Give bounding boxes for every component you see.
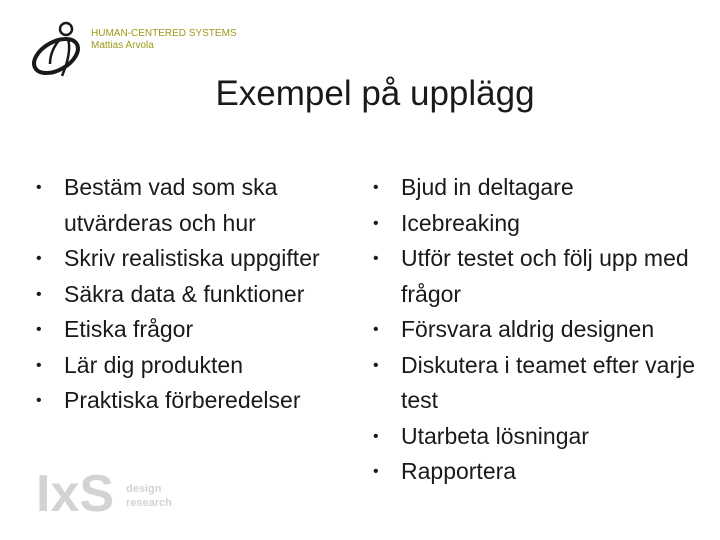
bullet-text: Diskutera i teamet efter varje test bbox=[401, 351, 696, 413]
bullet-text: Försvara aldrig designen bbox=[401, 316, 655, 342]
header-text bbox=[91, 28, 237, 52]
bullet-glyph: • bbox=[36, 321, 42, 338]
bullet-text: Etiska frågor bbox=[64, 316, 194, 342]
right-bullet-list bbox=[367, 170, 712, 490]
ixs-logo-sub2: research bbox=[126, 497, 172, 509]
bullet-item bbox=[367, 454, 712, 490]
bullet-text: Rapportera bbox=[401, 458, 517, 484]
bullet-item bbox=[367, 419, 712, 455]
bullet-item bbox=[30, 348, 365, 384]
bullet-glyph: • bbox=[373, 463, 379, 480]
bullet-text: Utför testet och följ upp med frågor bbox=[401, 245, 689, 307]
header-line-2: Mattias Arvola bbox=[91, 40, 154, 51]
bullet-glyph: • bbox=[373, 427, 379, 445]
bullet-item bbox=[367, 348, 712, 419]
bullet-glyph: • bbox=[36, 356, 42, 374]
slide-title: Exempel på upplägg bbox=[215, 74, 535, 113]
human-figure-logo-icon bbox=[28, 20, 88, 82]
bullet-text: Utarbeta lösningar bbox=[401, 422, 589, 449]
bullet-item bbox=[367, 312, 712, 348]
bullet-text: Skriv realistiska uppgifter bbox=[64, 245, 320, 271]
bullet-item bbox=[367, 170, 712, 206]
bullet-glyph: • bbox=[373, 321, 379, 338]
bullet-item bbox=[367, 241, 712, 312]
bullet-text: Icebreaking bbox=[401, 209, 520, 236]
bullet-text: Praktiska förberedelser bbox=[64, 387, 301, 413]
left-bullet-list bbox=[30, 170, 365, 419]
ixs-logo-sub1: design bbox=[126, 483, 162, 495]
bullet-glyph: • bbox=[373, 356, 379, 374]
bullet-glyph: • bbox=[36, 285, 42, 303]
bullet-text: Lär dig produkten bbox=[64, 351, 244, 378]
bullet-glyph: • bbox=[36, 179, 42, 196]
bullet-glyph: • bbox=[36, 250, 42, 267]
bullet-item bbox=[367, 206, 712, 242]
bullet-glyph: • bbox=[373, 250, 379, 267]
bullet-item bbox=[30, 170, 365, 241]
bullet-glyph: • bbox=[36, 392, 42, 409]
bullet-item bbox=[30, 277, 365, 313]
ixs-logo-text: IxS bbox=[36, 465, 115, 517]
bullet-text: Säkra data & funktioner bbox=[64, 280, 305, 307]
bullet-glyph: • bbox=[373, 214, 379, 232]
bullet-text: Bjud in deltagare bbox=[401, 174, 574, 200]
bullet-item bbox=[30, 241, 365, 277]
bullet-text: Bestäm vad som ska utvärderas och hur bbox=[64, 174, 278, 236]
bullet-glyph: • bbox=[373, 179, 379, 196]
bullet-item bbox=[30, 383, 365, 419]
bullet-item bbox=[30, 312, 365, 348]
ixs-watermark-logo bbox=[36, 465, 176, 517]
header-line-1: HUMAN-CENTERED SYSTEMS bbox=[91, 28, 237, 39]
